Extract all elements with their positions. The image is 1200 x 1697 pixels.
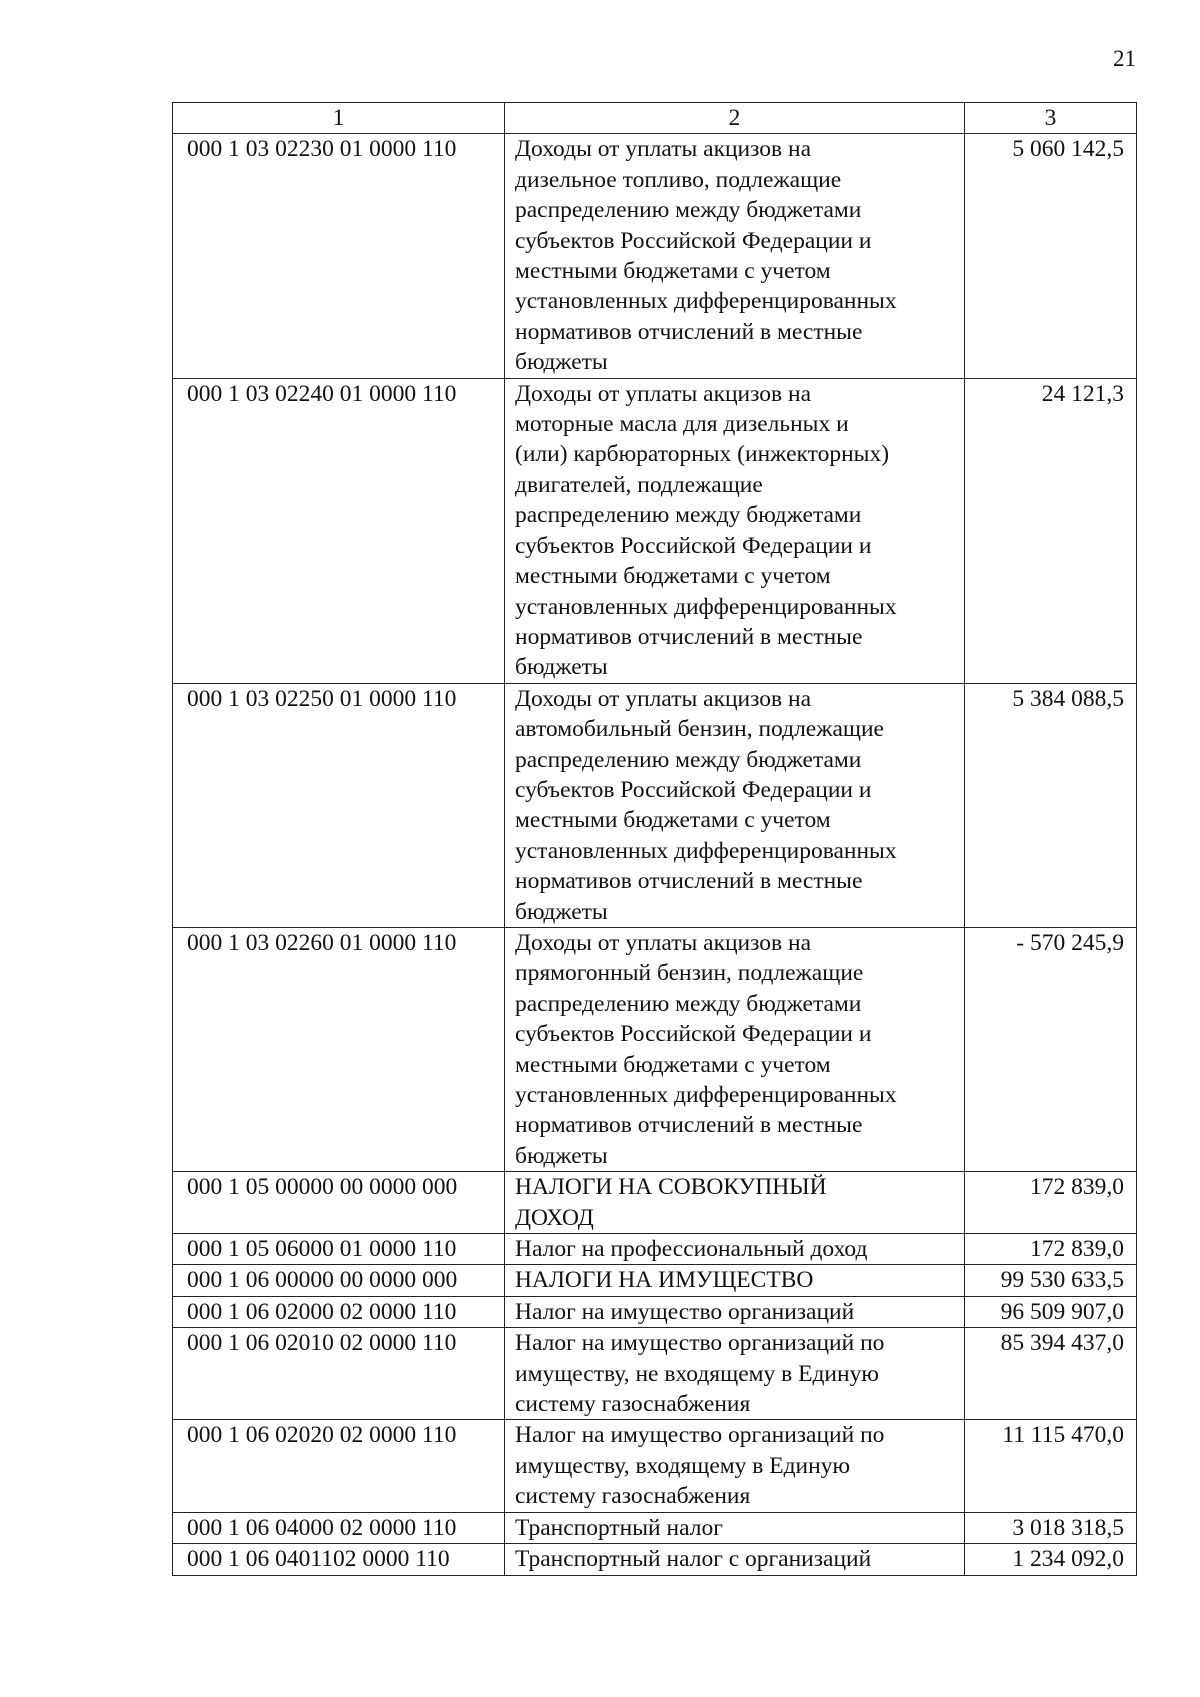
table-row <box>173 134 1137 378</box>
table-row <box>173 1265 1137 1296</box>
revenue-name-line: дизельное топливо, подлежащие <box>515 166 842 193</box>
revenue-name-line: Налог на имущество организаций по <box>515 1422 885 1449</box>
revenue-name-line: Доходы от уплаты акцизов на <box>515 136 812 163</box>
amount-value: 172 839,0 <box>965 1234 1137 1265</box>
revenue-name-line: нормативов отчислений в местные <box>515 318 863 345</box>
revenue-name-line: имуществу, входящему в Единую <box>515 1452 851 1479</box>
revenue-name-line: распределению между бюджетами <box>515 746 862 773</box>
budget-classification-code: 000 1 03 02260 01 0000 110 <box>173 927 505 1171</box>
amount-value: 96 509 907,0 <box>965 1296 1137 1327</box>
revenue-name-line: Налог на имущество организаций по <box>515 1330 885 1357</box>
revenue-name-line: местными бюджетами с учетом <box>515 563 831 590</box>
revenue-name-line: субъектов Российской Федерации и <box>515 227 872 254</box>
revenue-name-line: бюджеты <box>515 349 608 376</box>
budget-classification-code: 000 1 06 04000 02 0000 110 <box>173 1512 505 1543</box>
revenue-name-line: нормативов отчислений в местные <box>515 1112 863 1139</box>
table-row <box>173 1420 1137 1512</box>
revenue-name-cell <box>505 683 965 927</box>
revenue-name-cell <box>505 1265 965 1296</box>
revenue-name-line: бюджеты <box>515 1142 608 1169</box>
amount-value: 99 530 633,5 <box>965 1265 1137 1296</box>
table-row <box>173 1544 1137 1575</box>
revenue-name-line: бюджеты <box>515 898 608 925</box>
table-row <box>173 927 1137 1171</box>
revenue-name-line: установленных дифференцированных <box>515 837 897 864</box>
table-row <box>173 683 1137 927</box>
revenue-name-line: автомобильный бензин, подлежащие <box>515 716 884 743</box>
amount-value: 3 018 318,5 <box>965 1512 1137 1543</box>
amount-value: 5 060 142,5 <box>965 134 1137 378</box>
revenue-name-line: субъектов Российской Федерации и <box>515 1021 872 1048</box>
table-row <box>173 1234 1137 1265</box>
amount-value: 5 384 088,5 <box>965 683 1137 927</box>
revenue-name-cell <box>505 1172 965 1234</box>
amount-value: - 570 245,9 <box>965 927 1137 1171</box>
table-row <box>173 1328 1137 1420</box>
budget-classification-code: 000 1 05 06000 01 0000 110 <box>173 1234 505 1265</box>
budget-classification-code: 000 1 06 02000 02 0000 110 <box>173 1296 505 1327</box>
revenue-name-line: Налог на профессиональный доход <box>515 1236 868 1263</box>
revenue-name-line: имуществу, не входящему в Единую <box>515 1360 879 1387</box>
budget-classification-code: 000 1 03 02250 01 0000 110 <box>173 683 505 927</box>
column-header-1: 1 <box>173 103 505 134</box>
revenue-name-line: субъектов Российской Федерации и <box>515 532 872 559</box>
revenue-name-line: установленных дифференцированных <box>515 593 897 620</box>
revenue-name-line: распределению между бюджетами <box>515 990 862 1017</box>
amount-value: 11 115 470,0 <box>965 1420 1137 1512</box>
revenue-name-cell <box>505 378 965 683</box>
column-header-2: 2 <box>505 103 965 134</box>
revenue-name-line: Транспортный налог <box>515 1514 723 1541</box>
revenue-name-line: местными бюджетами с учетом <box>515 1051 831 1078</box>
table-row <box>173 378 1137 683</box>
table-row <box>173 1512 1137 1543</box>
budget-classification-code: 000 1 06 00000 00 0000 000 <box>173 1265 505 1296</box>
revenue-name-line: распределению между бюджетами <box>515 197 862 224</box>
revenue-name-line: субъектов Российской Федерации и <box>515 776 872 803</box>
budget-classification-code: 000 1 06 0401102 0000 110 <box>173 1544 505 1575</box>
revenue-name-cell <box>505 927 965 1171</box>
revenue-name-line: Транспортный налог с организаций <box>515 1546 872 1573</box>
revenue-name-line: нормативов отчислений в местные <box>515 623 863 650</box>
table-row <box>173 1172 1137 1234</box>
table-body <box>173 134 1137 1575</box>
revenue-name-line: НАЛОГИ НА ИМУЩЕСТВО <box>515 1267 814 1294</box>
revenue-name-line: Доходы от уплаты акцизов на <box>515 685 812 712</box>
revenue-name-line: ДОХОД <box>515 1204 594 1231</box>
budget-classification-code: 000 1 03 02230 01 0000 110 <box>173 134 505 378</box>
revenue-name-line: нормативов отчислений в местные <box>515 868 863 895</box>
revenue-name-line: установленных дифференцированных <box>515 288 897 315</box>
column-header-3: 3 <box>965 103 1137 134</box>
revenue-name-line: распределению между бюджетами <box>515 502 862 529</box>
table-row <box>173 1296 1137 1327</box>
revenue-name-line: НАЛОГИ НА СОВОКУПНЫЙ <box>515 1174 827 1201</box>
table-header-row <box>173 103 1137 134</box>
revenue-name-line: бюджеты <box>515 654 608 681</box>
budget-classification-code: 000 1 06 02010 02 0000 110 <box>173 1328 505 1420</box>
revenue-name-line: систему газоснабжения <box>515 1483 751 1510</box>
revenue-name-cell <box>505 1296 965 1327</box>
amount-value: 1 234 092,0 <box>965 1544 1137 1575</box>
revenue-name-cell <box>505 1234 965 1265</box>
revenue-name-line: Доходы от уплаты акцизов на <box>515 380 812 407</box>
revenue-name-cell <box>505 134 965 378</box>
amount-value: 85 394 437,0 <box>965 1328 1137 1420</box>
revenue-name-cell <box>505 1544 965 1575</box>
budget-classification-code: 000 1 05 00000 00 0000 000 <box>173 1172 505 1234</box>
revenue-name-line: прямогонный бензин, подлежащие <box>515 960 864 987</box>
revenue-name-line: систему газоснабжения <box>515 1391 751 1418</box>
revenue-name-line: Доходы от уплаты акцизов на <box>515 929 812 956</box>
budget-classification-code: 000 1 06 02020 02 0000 110 <box>173 1420 505 1512</box>
revenue-name-line: местными бюджетами с учетом <box>515 807 831 834</box>
revenue-table <box>172 102 1137 1576</box>
revenue-name-line: местными бюджетами с учетом <box>515 258 831 285</box>
page-number: 21 <box>1113 46 1136 71</box>
revenue-name-cell <box>505 1328 965 1420</box>
revenue-name-line: двигателей, подлежащие <box>515 471 763 498</box>
budget-classification-code: 000 1 03 02240 01 0000 110 <box>173 378 505 683</box>
amount-value: 24 121,3 <box>965 378 1137 683</box>
revenue-name-cell <box>505 1420 965 1512</box>
amount-value: 172 839,0 <box>965 1172 1137 1234</box>
revenue-name-line: установленных дифференцированных <box>515 1082 897 1108</box>
revenue-name-line: моторные масла для дизельных и <box>515 411 849 438</box>
revenue-name-cell <box>505 1512 965 1543</box>
revenue-name-line: (или) карбюраторных (инжекторных) <box>515 441 890 468</box>
revenue-name-line: Налог на имущество организаций <box>515 1298 855 1325</box>
